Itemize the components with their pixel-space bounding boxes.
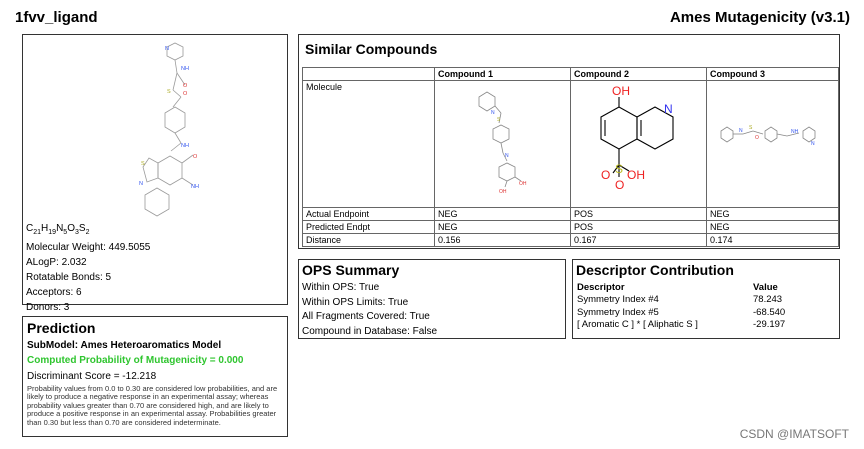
table-header	[303, 68, 435, 81]
model-name: Ames Mutagenicity (v3.1)	[669, 9, 850, 26]
prediction-discriminant: Discriminant Score = -12.218	[27, 371, 157, 382]
property-line: ALogP: 2.032	[26, 257, 87, 269]
svg-text:N: N	[491, 110, 495, 116]
compound-1-molecule	[435, 81, 569, 205]
ops-line: All Fragments Covered: True	[302, 311, 430, 323]
table-header: Compound 3	[707, 68, 839, 81]
svg-text:N: N	[739, 128, 743, 134]
ops-line: Within OPS Limits: True	[302, 296, 409, 308]
table-row	[303, 221, 839, 234]
svg-text:S: S	[141, 161, 145, 167]
descriptor-value: -29.197	[753, 319, 786, 331]
watermark: CSDN @IMATSOFT	[739, 427, 849, 441]
descriptor-name: [ Aromatic C ] * [ Aliphatic S ]	[577, 319, 698, 331]
table-header: Compound 2	[571, 68, 707, 81]
table-row	[303, 208, 839, 221]
compound-3-molecule	[707, 81, 837, 205]
table-cell: NEG	[707, 208, 839, 221]
table-row	[576, 306, 838, 319]
descriptor-panel	[572, 259, 840, 339]
atom-o: O	[615, 178, 625, 192]
ops-line: Compound in Database: False	[302, 326, 438, 338]
table-row	[303, 81, 839, 208]
molecule-properties	[26, 221, 150, 316]
atom-oh: OH	[612, 84, 630, 98]
molecule-structure	[23, 35, 289, 221]
descriptor-title: Descriptor Contribution	[576, 262, 734, 278]
table-cell: 0.167	[571, 234, 707, 247]
prediction-panel	[22, 316, 288, 437]
prediction-submodel: SubModel: Ames Heteroaromatics Model	[27, 340, 222, 351]
molecule-panel	[22, 34, 288, 314]
atom-n: N	[664, 102, 673, 116]
similar-compounds-panel	[298, 34, 840, 249]
compound-2-molecule	[571, 81, 705, 205]
table-cell: 0.156	[435, 234, 571, 247]
property-line: Donors: 3	[26, 302, 70, 314]
svg-text:O: O	[755, 135, 759, 141]
svg-text:N: N	[505, 153, 509, 159]
table-header: Descriptor	[577, 281, 625, 293]
table-cell: NEG	[435, 221, 571, 234]
property-line: Molecular Weight: 449.5055	[26, 242, 151, 254]
descriptor-value: 78.243	[753, 294, 783, 306]
descriptor-value: -68.540	[753, 306, 786, 318]
compound-3-structure	[707, 81, 839, 208]
svg-text:S: S	[497, 117, 501, 123]
svg-text:OH: OH	[519, 181, 527, 187]
table-row	[303, 234, 839, 247]
table-cell: NEG	[435, 208, 571, 221]
table-header-row	[576, 281, 838, 294]
ops-summary-title: OPS Summary	[302, 262, 400, 278]
svg-text:O: O	[183, 83, 188, 89]
prediction-note: Probability values from 0.0 to 0.30 are considered low probabilities, and are likely to produce a negative response in an experimental assay; whereas probability values greater than 0.70 are considered high, and are likely to produce a positive response in an experimental assay. Probabilities greater than 0.30 but less than 0.70 are considered indeterminate.	[27, 384, 278, 427]
property-line: Rotatable Bonds: 5	[26, 272, 112, 284]
molecular-formula: $C_{21}H_{19}N_5O_3S_2$	[26, 223, 90, 236]
row-label: Distance	[303, 234, 435, 247]
svg-text:NH: NH	[181, 66, 189, 72]
row-label: Predicted Endpt	[303, 221, 435, 234]
descriptor-table	[576, 281, 838, 331]
atom-o: O	[601, 168, 611, 182]
svg-text:OH: OH	[499, 189, 507, 195]
compound-2-structure	[571, 81, 707, 208]
svg-text:N: N	[165, 46, 169, 52]
prediction-probability: Computed Probability of Mutagenicity = 0.000	[27, 355, 244, 366]
svg-text:O: O	[193, 154, 198, 160]
svg-text:O: O	[183, 91, 188, 97]
svg-text:NH: NH	[181, 143, 189, 149]
descriptor-name: Symmetry Index #5	[577, 306, 659, 318]
svg-text:NH: NH	[191, 184, 199, 190]
svg-text:N: N	[139, 181, 143, 187]
table-header: Compound 1	[435, 68, 571, 81]
table-cell: POS	[571, 208, 707, 221]
prediction-title: Prediction	[27, 320, 96, 336]
molecule-label: Molecule	[303, 81, 435, 208]
atom-oh: OH	[627, 168, 645, 182]
table-cell: 0.174	[707, 234, 839, 247]
svg-text:N: N	[811, 141, 815, 147]
similar-compounds-table	[302, 67, 839, 247]
property-line: Acceptors: 6	[26, 287, 82, 299]
table-header: Value	[753, 281, 778, 293]
descriptor-name: Symmetry Index #4	[577, 294, 659, 306]
row-label: Actual Endpoint	[303, 208, 435, 221]
similar-compounds-title: Similar Compounds	[305, 41, 438, 57]
ops-line: Within OPS: True	[302, 282, 380, 293]
table-row	[576, 294, 838, 307]
atom-s: S	[615, 162, 624, 176]
svg-text:NH: NH	[791, 129, 799, 135]
compound-1-structure	[435, 81, 571, 208]
table-cell: NEG	[707, 221, 839, 234]
svg-text:S: S	[749, 125, 753, 131]
svg-text:S: S	[167, 89, 171, 95]
table-row	[576, 319, 838, 332]
table-cell: POS	[571, 221, 707, 234]
compound-name: 1fvv_ligand	[15, 9, 98, 26]
ops-summary-panel	[298, 259, 566, 339]
table-header-row	[303, 68, 839, 81]
